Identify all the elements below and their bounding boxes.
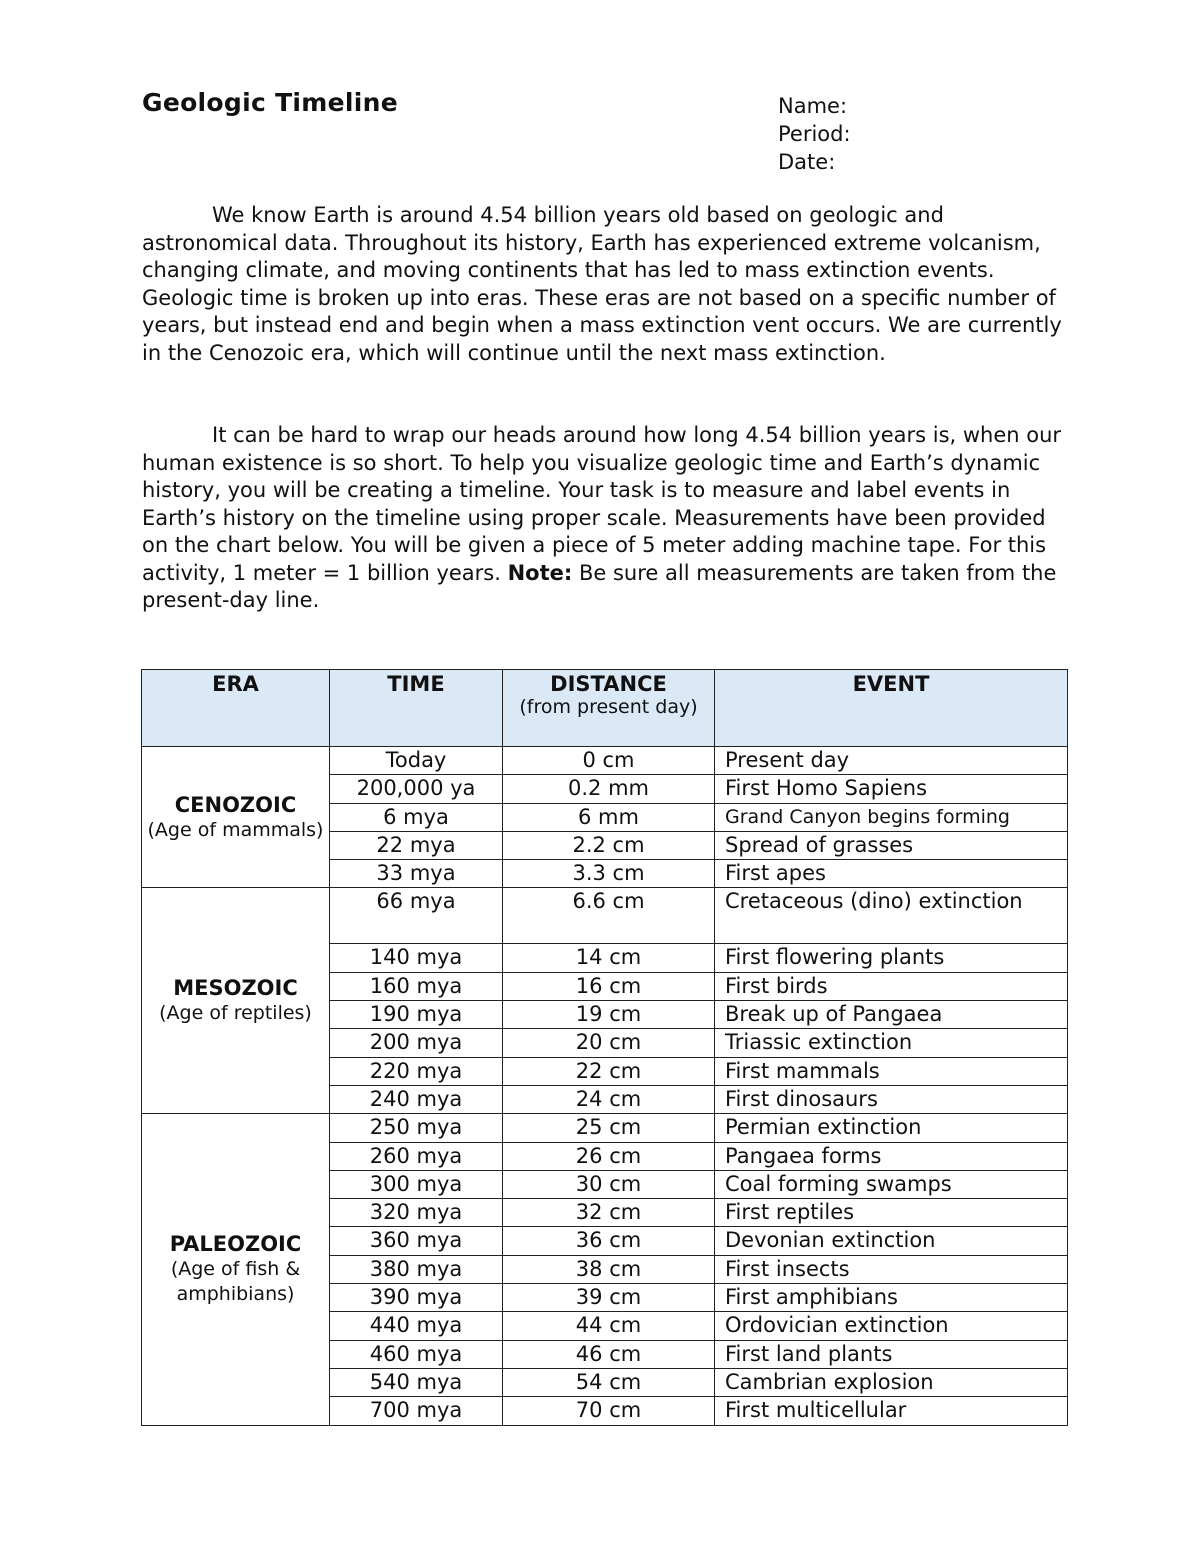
time-cell: 300 mya (330, 1170, 503, 1198)
time-cell: 320 mya (330, 1199, 503, 1227)
header-distance (503, 670, 715, 747)
distance-cell: 26 cm (503, 1142, 715, 1170)
student-info (778, 92, 851, 176)
event-cell: Coal forming swamps (715, 1170, 1068, 1198)
time-cell: 6 mya (330, 803, 503, 831)
time-cell: 200,000 ya (330, 775, 503, 803)
event-cell: Triassic extinction (715, 1029, 1068, 1057)
distance-cell: 36 cm (503, 1227, 715, 1255)
era-name: CENOZOIC (174, 792, 297, 817)
time-cell: 190 mya (330, 1001, 503, 1029)
event-cell: First apes (715, 860, 1068, 888)
time-cell: 540 mya (330, 1368, 503, 1396)
event-cell: Pangaea forms (715, 1142, 1068, 1170)
time-cell: 33 mya (330, 860, 503, 888)
event-cell: First multicellular (715, 1397, 1068, 1425)
era-description: (Age of fish & amphibians) (170, 1258, 301, 1306)
event-cell: First flowering plants (715, 944, 1068, 972)
event-cell: First Homo Sapiens (715, 775, 1068, 803)
table-row (142, 888, 1068, 944)
era-name: PALEOZOIC (169, 1232, 302, 1257)
era-cell (142, 888, 330, 1114)
distance-cell: 3.3 cm (503, 860, 715, 888)
distance-cell: 22 cm (503, 1057, 715, 1085)
time-cell: 66 mya (330, 888, 503, 944)
era-description: (Age of reptiles) (159, 1002, 312, 1025)
event-cell: First reptiles (715, 1199, 1068, 1227)
distance-cell: 70 cm (503, 1397, 715, 1425)
header-event: EVENT (715, 670, 1068, 747)
event-cell: Cambrian explosion (715, 1368, 1068, 1396)
distance-cell: 46 cm (503, 1340, 715, 1368)
distance-cell: 44 cm (503, 1312, 715, 1340)
event-cell: Break up of Pangaea (715, 1001, 1068, 1029)
time-cell: 390 mya (330, 1284, 503, 1312)
time-cell: Today (330, 747, 503, 775)
time-cell: 260 mya (330, 1142, 503, 1170)
note-label: Note: (507, 560, 573, 585)
time-cell: 160 mya (330, 972, 503, 1000)
distance-cell: 32 cm (503, 1199, 715, 1227)
time-cell: 220 mya (330, 1057, 503, 1085)
time-cell: 140 mya (330, 944, 503, 972)
distance-cell: 0 cm (503, 747, 715, 775)
distance-cell: 39 cm (503, 1284, 715, 1312)
table-header-row (142, 670, 1068, 747)
distance-cell: 19 cm (503, 1001, 715, 1029)
distance-cell: 6.6 cm (503, 888, 715, 944)
event-cell: Permian extinction (715, 1114, 1068, 1142)
event-cell: First birds (715, 972, 1068, 1000)
era-cell (142, 1114, 330, 1425)
header-era: ERA (142, 670, 330, 747)
event-cell: Devonian extinction (715, 1227, 1068, 1255)
era-description: (Age of mammals) (147, 818, 324, 841)
event-cell: Ordovician extinction (715, 1312, 1068, 1340)
event-cell: First mammals (715, 1057, 1068, 1085)
time-cell: 380 mya (330, 1255, 503, 1283)
intro-text-2: It can be hard to wrap our heads around how long 4.54 billion years is, when our human existence is so short. To help you visualize geologic time and Earth’s dynamic history, you will be creating a timeline. Your task is to measure and label events in Earth’s history on the timeline using proper scale. Measurements have been provided on the chart below. You will be given a piece of 5 meter adding machine tape. For this activity, 1 meter = 1 billion years. (142, 423, 1062, 585)
event-cell: Present day (715, 747, 1068, 775)
distance-cell: 54 cm (503, 1368, 715, 1396)
event-cell: First amphibians (715, 1284, 1068, 1312)
table-body (142, 747, 1068, 1426)
distance-cell: 24 cm (503, 1085, 715, 1113)
geologic-timeline-table (141, 669, 1068, 1426)
time-cell: 460 mya (330, 1340, 503, 1368)
event-cell: First land plants (715, 1340, 1068, 1368)
distance-cell: 38 cm (503, 1255, 715, 1283)
name-label: Name: (778, 94, 848, 118)
distance-cell: 0.2 mm (503, 775, 715, 803)
page-title: Geologic Timeline (142, 88, 399, 117)
distance-cell: 30 cm (503, 1170, 715, 1198)
period-label: Period: (778, 122, 851, 146)
intro-paragraph-1 (142, 202, 1072, 367)
table-row (142, 747, 1068, 775)
event-cell: First dinosaurs (715, 1085, 1068, 1113)
header-distance-sub: (from present day) (519, 696, 698, 718)
time-cell: 240 mya (330, 1085, 503, 1113)
event-cell: Spread of grasses (715, 831, 1068, 859)
intro-text-1: We know Earth is around 4.54 billion years old based on geologic and astronomical data. Throughout its history, Earth has experienced extreme volcanism, changing climate, and moving continents that has led to mass extinction events. Geologic time is broken up into eras. These eras are not based on a specific number of years, but instead end and begin when a mass extinction vent occurs. We are currently in the Cenozoic era, which will continue until the next mass extinction. (142, 203, 1062, 365)
distance-cell: 14 cm (503, 944, 715, 972)
header-distance-label: DISTANCE (550, 672, 667, 696)
time-cell: 360 mya (330, 1227, 503, 1255)
distance-cell: 2.2 cm (503, 831, 715, 859)
era-name: MESOZOIC (173, 976, 298, 1001)
note-text: Be sure all measurements are taken from the present-day line. (142, 560, 1057, 612)
time-cell: 22 mya (330, 831, 503, 859)
header-time: TIME (330, 670, 503, 747)
distance-cell: 25 cm (503, 1114, 715, 1142)
distance-cell: 6 mm (503, 803, 715, 831)
era-cell (142, 747, 330, 888)
time-cell: 200 mya (330, 1029, 503, 1057)
event-cell: Grand Canyon begins forming (715, 803, 1068, 831)
time-cell: 700 mya (330, 1397, 503, 1425)
event-cell: Cretaceous (dino) extinction (715, 888, 1068, 944)
date-label: Date: (778, 150, 836, 174)
event-cell: First insects (715, 1255, 1068, 1283)
time-cell: 440 mya (330, 1312, 503, 1340)
table-row (142, 1114, 1068, 1142)
time-cell: 250 mya (330, 1114, 503, 1142)
distance-cell: 20 cm (503, 1029, 715, 1057)
distance-cell: 16 cm (503, 972, 715, 1000)
intro-paragraph-2 (142, 422, 1072, 615)
